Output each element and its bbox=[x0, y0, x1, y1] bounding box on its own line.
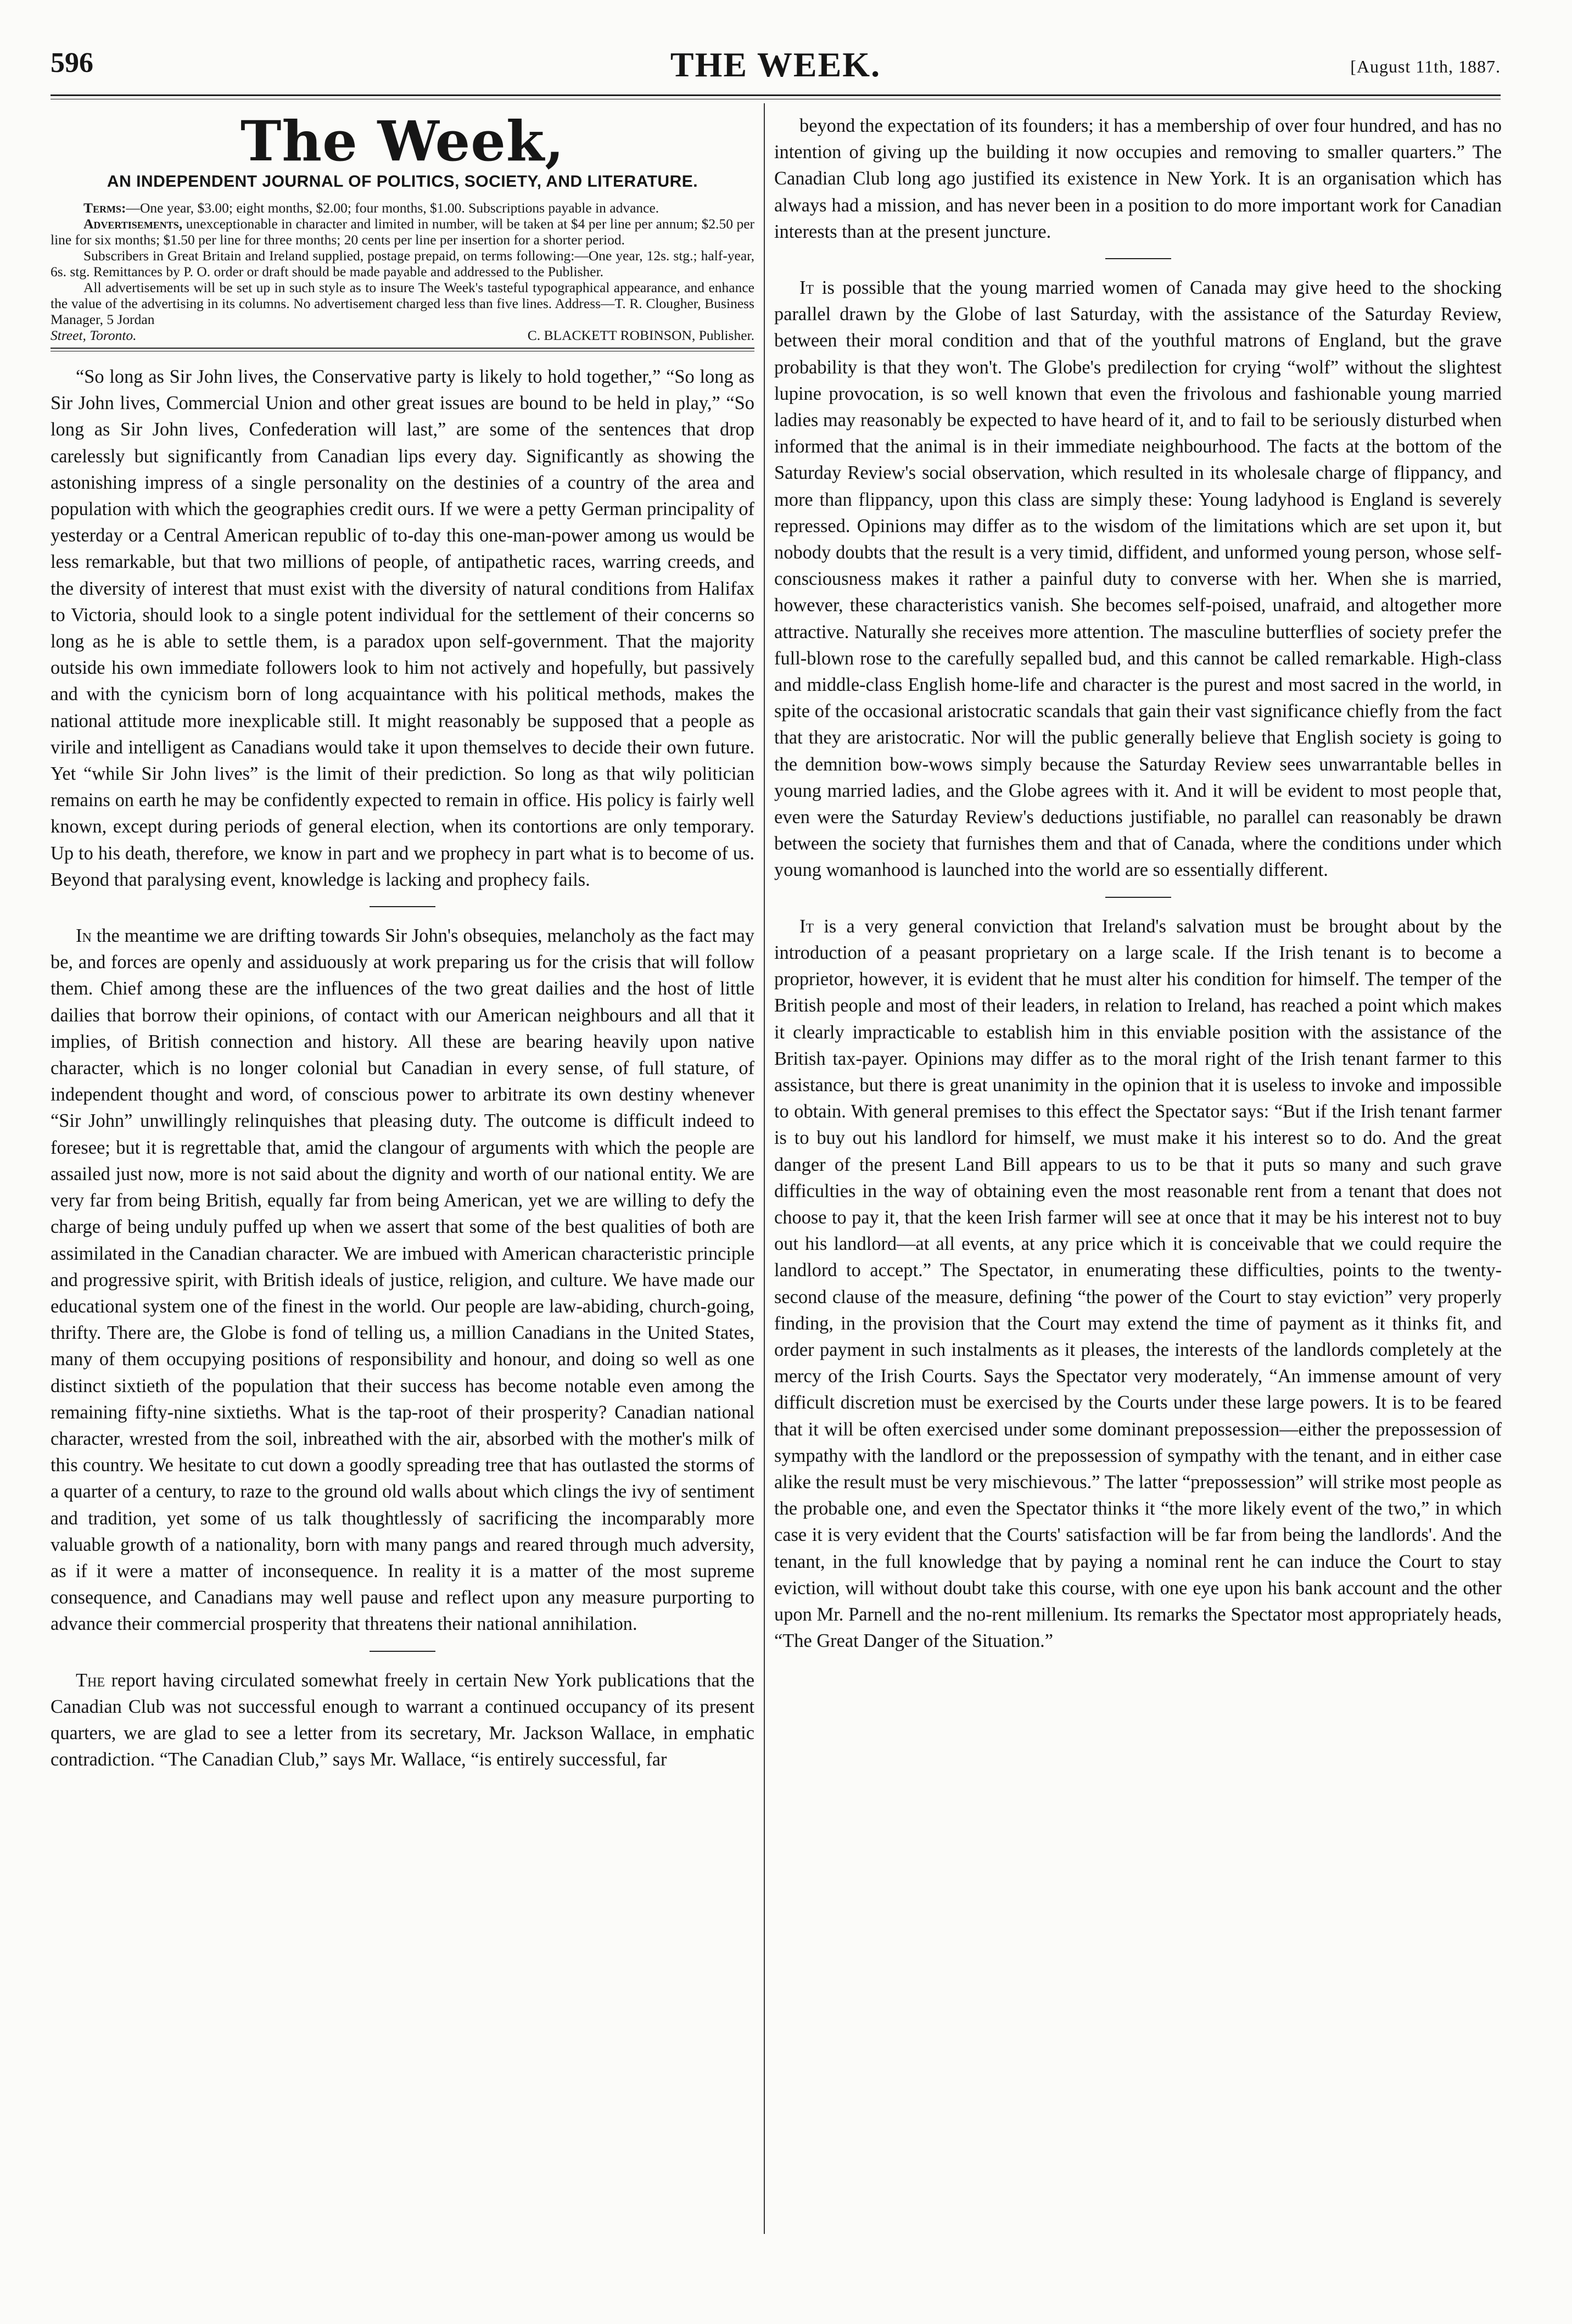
right-articles bbox=[774, 113, 1502, 1654]
address-end: Street, Toronto. bbox=[51, 327, 137, 343]
article-paragraph: “So long as Sir John lives, the Conservative party is likely to hold together,” “So long as Sir John lives, Commercial Union and other great issues are bound to be held in play,” “So long as Sir John lives, Confederation will last,” are some of the sentences that drop carelessly but significantly from Canadian lips every day. Significantly as showing the astonishing impress of a single personality on the destinies of a country of the area and population with which the geographies credit ours. If we were a petty German principality of yesterday or a Central American republic of to-day this one-man-power among us would be less remarkable, but that two millions of people, of antipathetic races, warring creeds, and the diversity of interest that must exist with the diversity of natural conditions from Halifax to Victoria, should look to a single potent individual for the settlement of their concerns so long as he is able to settle them, is a paradox upon self-government. That the majority outside his own immediate followers look to him not actively and hopefully, but passively and with the cynicism born of long acquaintance with his political methods, makes the national attitude more inexplicable still. It might reasonably be supposed that a people as virile and intelligent as Canadians would take it upon themselves to decide their own future. Yet “while Sir John lives” is the limit of their prediction. So long as that wily politician remains on earth he may be confidently expected to remain in office. His policy is fairly well known, except during periods of general election, when its contortions are only temporary. Up to his death, therefore, we know in part and we prophecy in part what is to become of us. Beyond that paralysing event, knowledge is lacking and prophecy fails. bbox=[51, 366, 754, 890]
lead-word: In bbox=[76, 925, 92, 947]
lead-word: The bbox=[76, 1669, 105, 1691]
issue-date: [August 11th, 1887. bbox=[1350, 57, 1501, 76]
journal-name: THE WEEK. bbox=[670, 45, 881, 84]
section-divider bbox=[370, 906, 435, 907]
article-paragraph bbox=[51, 1667, 754, 1773]
masthead bbox=[51, 109, 754, 191]
ads-label: Advertisements, bbox=[83, 216, 183, 232]
terms-line bbox=[51, 200, 754, 216]
paragraph-text: report having circulated somewhat freely in certain New York publications that the Canadian Club was not successful enough to warrant a continued occupancy of its present quarters, we are glad to see a letter from its secretary, Mr. Jackson Wallace, in emphatic contradiction. “The Canadian Club,” says Mr. Wallace, “is entirely successful, far bbox=[51, 1669, 754, 1770]
terms-text: —One year, $3.00; eight months, $2.00; four months, $1.00. Subscriptions payable in advance. bbox=[126, 200, 659, 216]
publisher-name: C. BLACKETT ROBINSON, Publisher. bbox=[527, 327, 754, 343]
subscribers-text: Subscribers in Great Britain and Ireland supplied, postage prepaid, on terms following:—One year, 12s. stg.; half-year, 6s. stg. Remittances by P. O. order or draft should be made payable and addressed to the Publisher. bbox=[51, 248, 754, 280]
publisher-line bbox=[51, 327, 754, 343]
left-articles bbox=[51, 364, 754, 1773]
article-paragraph: beyond the expectation of its founders; it has a membership of over four hundred, and has no intention of giving up the building it now occupies and removing to smaller quarters.” The Canadian Club long ago justified its existence in New York. It is an organisation which has always had a mission, and has never been in a position to do more important work for Canadian interests than at the present juncture. bbox=[774, 115, 1502, 242]
terms-label: Terms: bbox=[83, 200, 126, 216]
paragraph-text: the meantime we are drifting towards Sir John's obsequies, melancholy as the fact may be, and forces are openly and assiduously at work preparing us for the crisis that will follow them. Chief among these are the influences of the two great dailies and the host of little dailies that borrow their opinions, of contact with our American neighbours and all that it implies, of British connection and history. All these are bearing heavily upon native character, which is no longer colonial but Canadian in every sense, of full stature, of independent thought and word, of conscious power to arbitrate its own destiny whenever “Sir John” unwillingly relinquishes that pleasing duty. The outcome is difficult indeed to foresee; but it is regrettable that, amid the clangour of arguments with which the people are assailed just now, more is not said about the dignity and worth of our national entity. We are very far from being British, equally far from being American, yet we are willing to defy the charge of being unduly puffed up when we assert that some of the best qualities of both are assimilated in the Canadian character. We are imbued with American characteristic principle and progressive spirit, with British ideals of justice, religion, and culture. We have made our educational system one of the finest in the world. Our people are law-abiding, church-going, thrifty. There are, the Globe is fond of telling us, a million Canadians in the United States, many of them occupying positions of responsibility and honour, and doing so well as one distinct sixtieth of the population that their success has become notable even among the remaining fifty-nine sixtieths. What is the tap-root of their prosperity? Canadian national character, wrested from the soil, inbreathed with the air, absorbed with the mother's milk of this country. We hesitate to cut down a goodly spreading tree that has outlasted the storms of a quarter of a century, to raze to the ground old walls about which clings the ivy of sentiment and tradition, yet some of us talk thoughtlessly of sacrificing the incomparably more valuable growth of a nationality, born with many pangs and reared through much adversity, as if it were a matter of inconsequence. In reality it is a matter of the most supreme consequence, and Canadians may well pause and reflect upon any measure purporting to advance their commercial prosperity that threatens their national annihilation. bbox=[51, 925, 754, 1635]
right-column bbox=[774, 113, 1502, 1654]
layout-text: All advertisements will be set up in such style as to insure The Week's tasteful typographical appearance, and enhance the value of the advertising in its columns. No advertisement charged less than five lines. Address—T. R. Clougher, Business Manager, 5 Jordan bbox=[51, 280, 754, 327]
article-paragraph bbox=[774, 275, 1502, 884]
running-header bbox=[51, 47, 1501, 91]
subscription-terms bbox=[51, 200, 754, 343]
article-paragraph bbox=[51, 923, 754, 1637]
masthead-subtitle: AN INDEPENDENT JOURNAL OF POLITICS, SOCIETY, AND LITERATURE. bbox=[107, 172, 698, 191]
section-divider bbox=[1105, 897, 1171, 898]
article-paragraph bbox=[774, 913, 1502, 1655]
masthead-rule bbox=[51, 348, 754, 349]
ads-line bbox=[51, 216, 754, 248]
page-number: 596 bbox=[51, 47, 93, 79]
masthead-title: The Week, bbox=[240, 109, 565, 174]
left-column bbox=[51, 109, 754, 1773]
lead-word: It bbox=[799, 277, 814, 299]
paragraph-text: is a very general conviction that Ireland's salvation must be brought about by the introduction of a peasant proprietary on a large scale. If the Irish tenant is to become a proprietor, however, it is evident that he must alter his condition for himself. The temper of the British people and most of their leaders, in relation to Ireland, has reached a point which makes it clearly impracticable to establish him in this enviable position with the assistance of the British tax-payer. Opinions may differ as to the moral right of the Irish tenant farmer to this assistance, but there is great unanimity in the opinion that it is useless to invoke and impossible to obtain. With general premises to this effect the Spectator says: “But if the Irish tenant farmer is to buy out his landlord for himself, we must make it his interest so to do. And the great danger of the present Land Bill appears to us to be that it puts so many and such grave difficulties in the way of obtaining even the most reasonable rent from a tenant that does not choose to pay it, that the keen Irish farmer will see at once that it may be his interest not to buy out his landlord—at all events, at any price which it is conceivable that we could require the landlord to accept.” The Spectator, in enumerating these difficulties, points to the twenty-second clause of the measure, defining “the power of the Court to stay eviction” very properly finding, in the provision that the Court may extend the time of payment as it thinks fit, and order payment in such instalments as it pleases, the interests of the landlords completely at the mercy of the Irish Courts. Says the Spectator very moderately, “An immense amount of very difficult discretion must be exercised by the Courts under these large powers. It is to be feared that it will be often exercised under some dominant prepossession—either the prepossession of sympathy with the landlord or the prepossession of sympathy with the tenant, and in either case alike the result must be very mischievous.” The latter “prepossession” will strike most people as the probable one, and even the Spectator thinks it “the more likely event of the two,” in which case it is very evident that the Courts' satisfaction will be far from being the landlords'. And the tenant, in the full knowledge that by paying a nominal rent he can induce the Court to stay eviction, will without doubt take this course, with one eye upon his bank account and the other upon Mr. Parnell and the no-rent millenium. Its remarks the Spectator most appropriately heads, “The Great Danger of the Situation.” bbox=[774, 915, 1502, 1652]
header-rule bbox=[51, 94, 1501, 96]
paragraph-text: is possible that the young married women of Canada may give heed to the shocking parallel drawn by the Globe of last Saturday, with the assistance of the Saturday Review, between their moral condition and that of the youthful matrons of England, but the grave probability is that they won't. The Globe's predilection for crying “wolf” without the slightest lupine provocation, is so well known that even the frivolous and fashionable young married ladies may reasonably be expected to have heard of it, and to fail to be seriously disturbed when informed that the animal is in their immediate neighbourhood. The facts at the bottom of the Saturday Review's social observation, which resulted in its wholesale charge of flippancy, and more than flippancy, upon this class are simply these: Young ladyhood is England is severely repressed. Opinions may differ as to the wisdom of the limitations which are set upon it, but nobody doubts that the result is a very timid, diffident, and unformed young person, whose self-consciousness makes it rather a painful duty to converse with her. When she is married, however, these characteristics vanish. She becomes self-poised, unafraid, and altogether more attractive. Naturally she receives more attention. The masculine butterflies of society prefer the full-blown rose to the carefully sepalled bud, and this cannot be called remarkable. High-class and middle-class English home-life and character is the purest and most sacred in the world, in spite of the occasional aristocratic scandals that gain their vast significance chiefly from the fact that they are aristocratic. Nor will the public generally believe that English society is going to the demnition bow-wows simply because the Saturday Review sees unwarrantable belles in young married ladies, and the Globe agrees with it. And it will be evident to most people that, even were the Saturday Review's deductions justifiable, no parallel can reasonably be drawn between the society that furnishes them and that of Canada, where the conditions under which young womanhood is launched into the world are so essentially different. bbox=[774, 277, 1502, 881]
section-divider bbox=[370, 1651, 435, 1652]
section-divider bbox=[1105, 258, 1171, 259]
lead-word: It bbox=[799, 915, 814, 937]
ads-text: unexceptionable in character and limited in number, will be taken at $4 per line per annum; $2.50 per line for six months; $1.50 per line for three months; 20 cents per line per insertion for a shorter period. bbox=[51, 216, 754, 248]
column-divider bbox=[764, 103, 765, 2234]
